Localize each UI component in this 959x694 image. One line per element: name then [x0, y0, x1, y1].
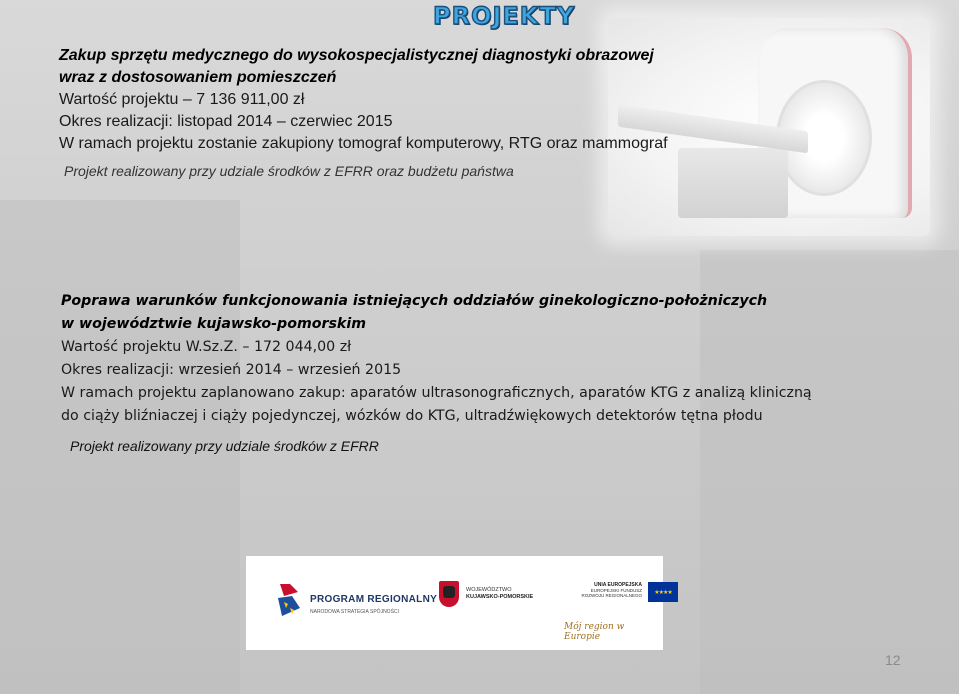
project-1-description: W ramach projektu zostanie zakupiony tomograf komputerowy, RTG oraz mammograf: [59, 135, 668, 152]
project-2: [61, 290, 941, 454]
project-2-heading-line1: Poprawa warunków funkcjonowania istniejących oddziałów ginekologiczno-położniczych: [61, 293, 768, 309]
project-1-value: Wartość projektu – 7 136 911,00 zł: [59, 91, 305, 108]
eu-label-line3: ROZWOJU REGIONALNEGO: [581, 593, 642, 598]
eu-logo: [564, 582, 672, 598]
project-1-period: Okres realizacji: listopad 2014 – czerwiec 2015: [59, 113, 393, 130]
project-2-description-line2: do ciąży bliźniaczej i ciąży pojedynczej, wózków do KTG, ultradźwiękowych detektorów tętna płodu: [61, 408, 763, 424]
program-regionalny-label: PROGRAM REGIONALNY: [310, 594, 438, 605]
region-slogan: Mój region w Europie: [564, 622, 625, 642]
project-1-heading-line2: wraz z dostosowaniem pomieszczeń: [59, 69, 337, 86]
eu-label-line2: EUROPEJSKI FUNDUSZ: [590, 588, 642, 593]
project-2-value: Wartość projektu W.Sz.Z. – 172 044,00 zł: [61, 339, 352, 355]
eu-flag-icon: ★★★★: [648, 582, 678, 602]
project-2-heading-line2: w województwie kujawsko-pomorskim: [61, 316, 367, 332]
funding-logos-banner: [246, 556, 672, 650]
program-regionalny-sublabel: NARODOWA STRATEGIA SPÓJNOŚCI: [310, 609, 399, 615]
project-2-period: Okres realizacji: wrzesień 2014 – wrzesień 2015: [61, 362, 402, 378]
project-1: [59, 45, 719, 179]
eu-label-line1: UNIA EUROPEJSKA: [594, 582, 642, 588]
page-number: 12: [885, 652, 901, 668]
voivodeship-label-line2: KUJAWSKO-POMORSKIE: [466, 594, 534, 600]
project-2-funding-note: Projekt realizowany przy udziale środków z EFRR: [70, 438, 379, 454]
voivodeship-shield-icon: [439, 581, 459, 607]
project-1-heading-line1: Zakup sprzętu medycznego do wysokospecjalistycznej diagnostyki obrazowej: [59, 47, 654, 64]
voivodeship-label-line1: WOJEWÓDZTWO: [466, 587, 512, 593]
project-1-funding-note: Projekt realizowany przy udziale środków z EFRR oraz budżetu państwa: [64, 163, 514, 179]
page-title: PROJEKTY: [433, 2, 576, 30]
project-2-description-line1: W ramach projektu zaplanowano zakup: aparatów ultrasonograficznych, aparatów KTG z analizą kliniczną: [61, 385, 812, 401]
program-regionalny-emblem-icon: [276, 582, 302, 620]
